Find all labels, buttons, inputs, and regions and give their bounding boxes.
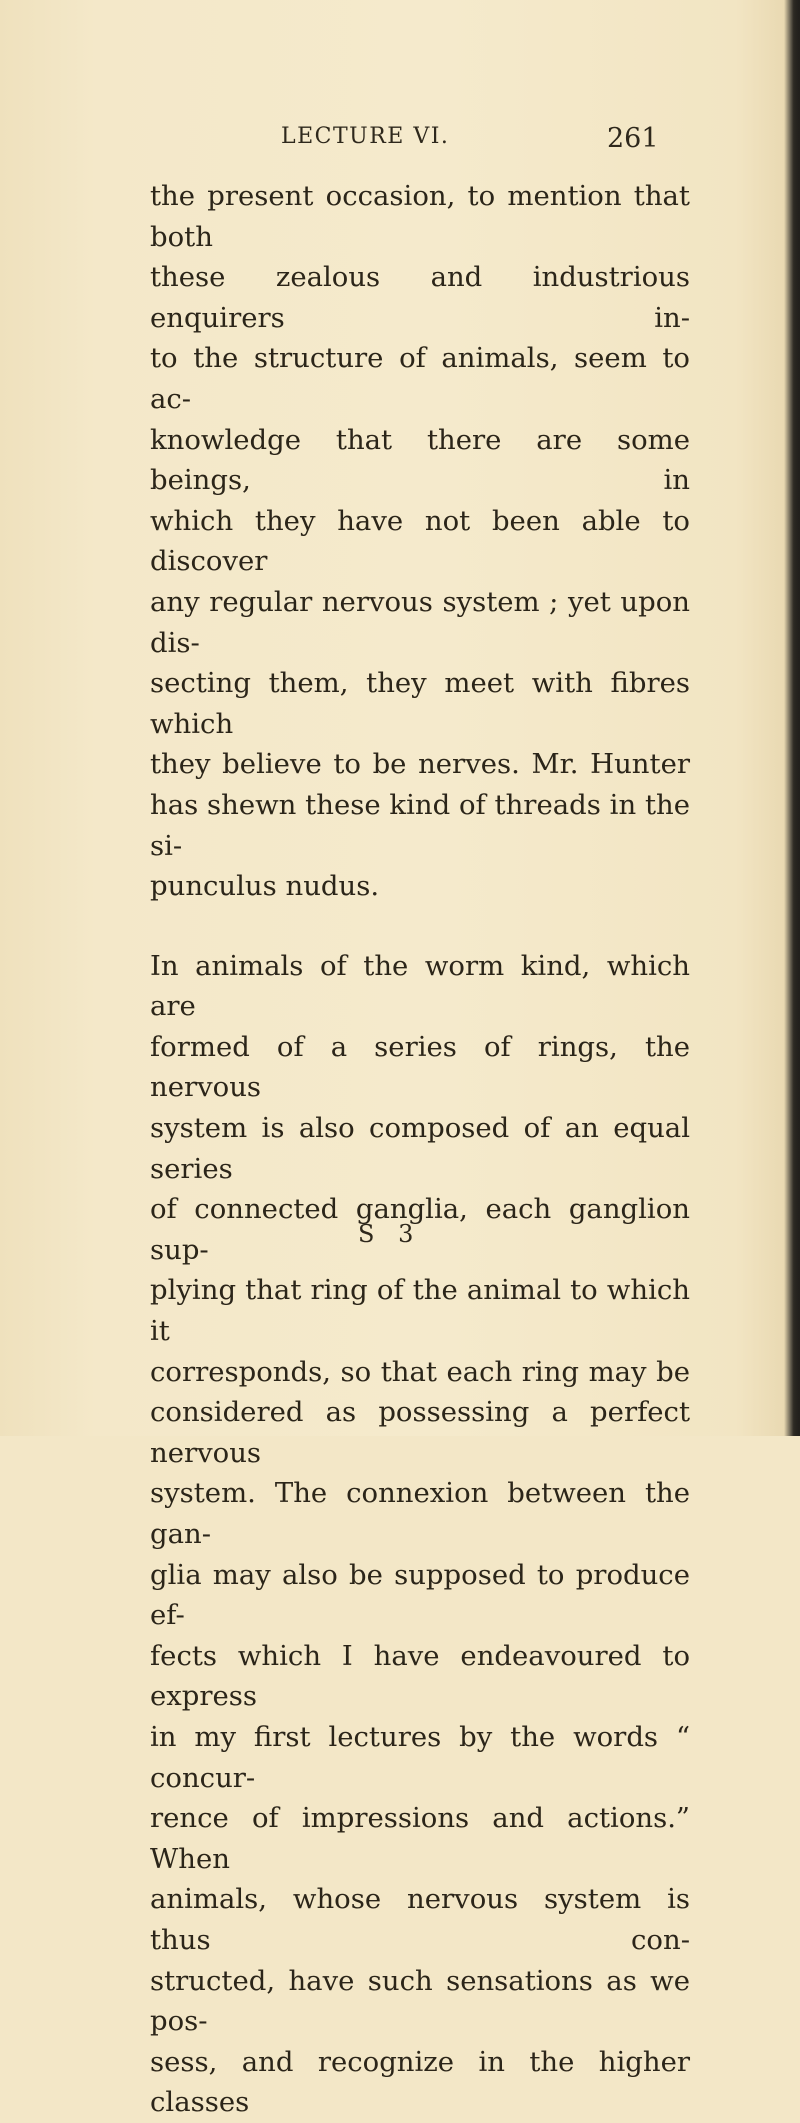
text-line: rence of impressions and actions.” When [150, 1802, 690, 1875]
text-line: structed, have such sensations as we pos- [150, 1964, 690, 2038]
text-line: in my first lectures by the words “ concur- [150, 1720, 690, 1794]
text-line: sess, and recognize in the higher classes [150, 2045, 690, 2119]
text-line: animals, whose nervous system is thus con- [150, 1883, 690, 1956]
text-line: the present occasion, to mention that both [150, 180, 690, 253]
signature-mark: S 3 [358, 1220, 422, 1248]
page-edge-shadow [792, 0, 800, 1436]
text-line: secting them, they meet with fibres which [150, 667, 690, 740]
text-line: any regular nervous system ; yet upon dis- [150, 585, 690, 659]
text-line: of connected ganglia, each ganglion sup- [150, 1193, 690, 1266]
text-line: considered as possessing a perfect nervous [150, 1396, 690, 1469]
text-line: system is also composed of an equal series [150, 1112, 690, 1185]
text-line: to the structure of animals, seem to ac- [150, 342, 690, 415]
text-line: system. The connexion between the gan- [150, 1477, 690, 1550]
paragraph-gap [150, 907, 690, 946]
text-line: glia may also be supposed to produce ef- [150, 1558, 690, 1632]
text-line: plying that ring of the animal to which it [150, 1274, 690, 1348]
text-line: these zealous and industrious enquirers in- [150, 261, 690, 334]
paragraph-1 [150, 176, 690, 907]
text-line: corresponds, so that each ring may be [150, 1355, 690, 1388]
page-header [0, 124, 800, 164]
text-line: they believe to be nerves. Mr. Hunter [150, 748, 690, 781]
page-number: 261 [607, 123, 659, 154]
text-line: In animals of the worm kind, which are [150, 949, 690, 1023]
text-line: knowledge that there are some beings, in [150, 423, 690, 497]
running-head: LECTURE VI. [281, 124, 450, 149]
text-line: which they have not been able to discover [150, 504, 690, 578]
text-line: has shewn these kind of threads in the si- [150, 788, 690, 862]
text-line: fects which I have endeavoured to express [150, 1639, 690, 1713]
body-text [150, 176, 690, 2123]
text-line: formed of a series of rings, the nervous [150, 1030, 690, 1104]
paragraph-2 [150, 946, 690, 2123]
text-line: punculus nudus. [150, 870, 380, 903]
